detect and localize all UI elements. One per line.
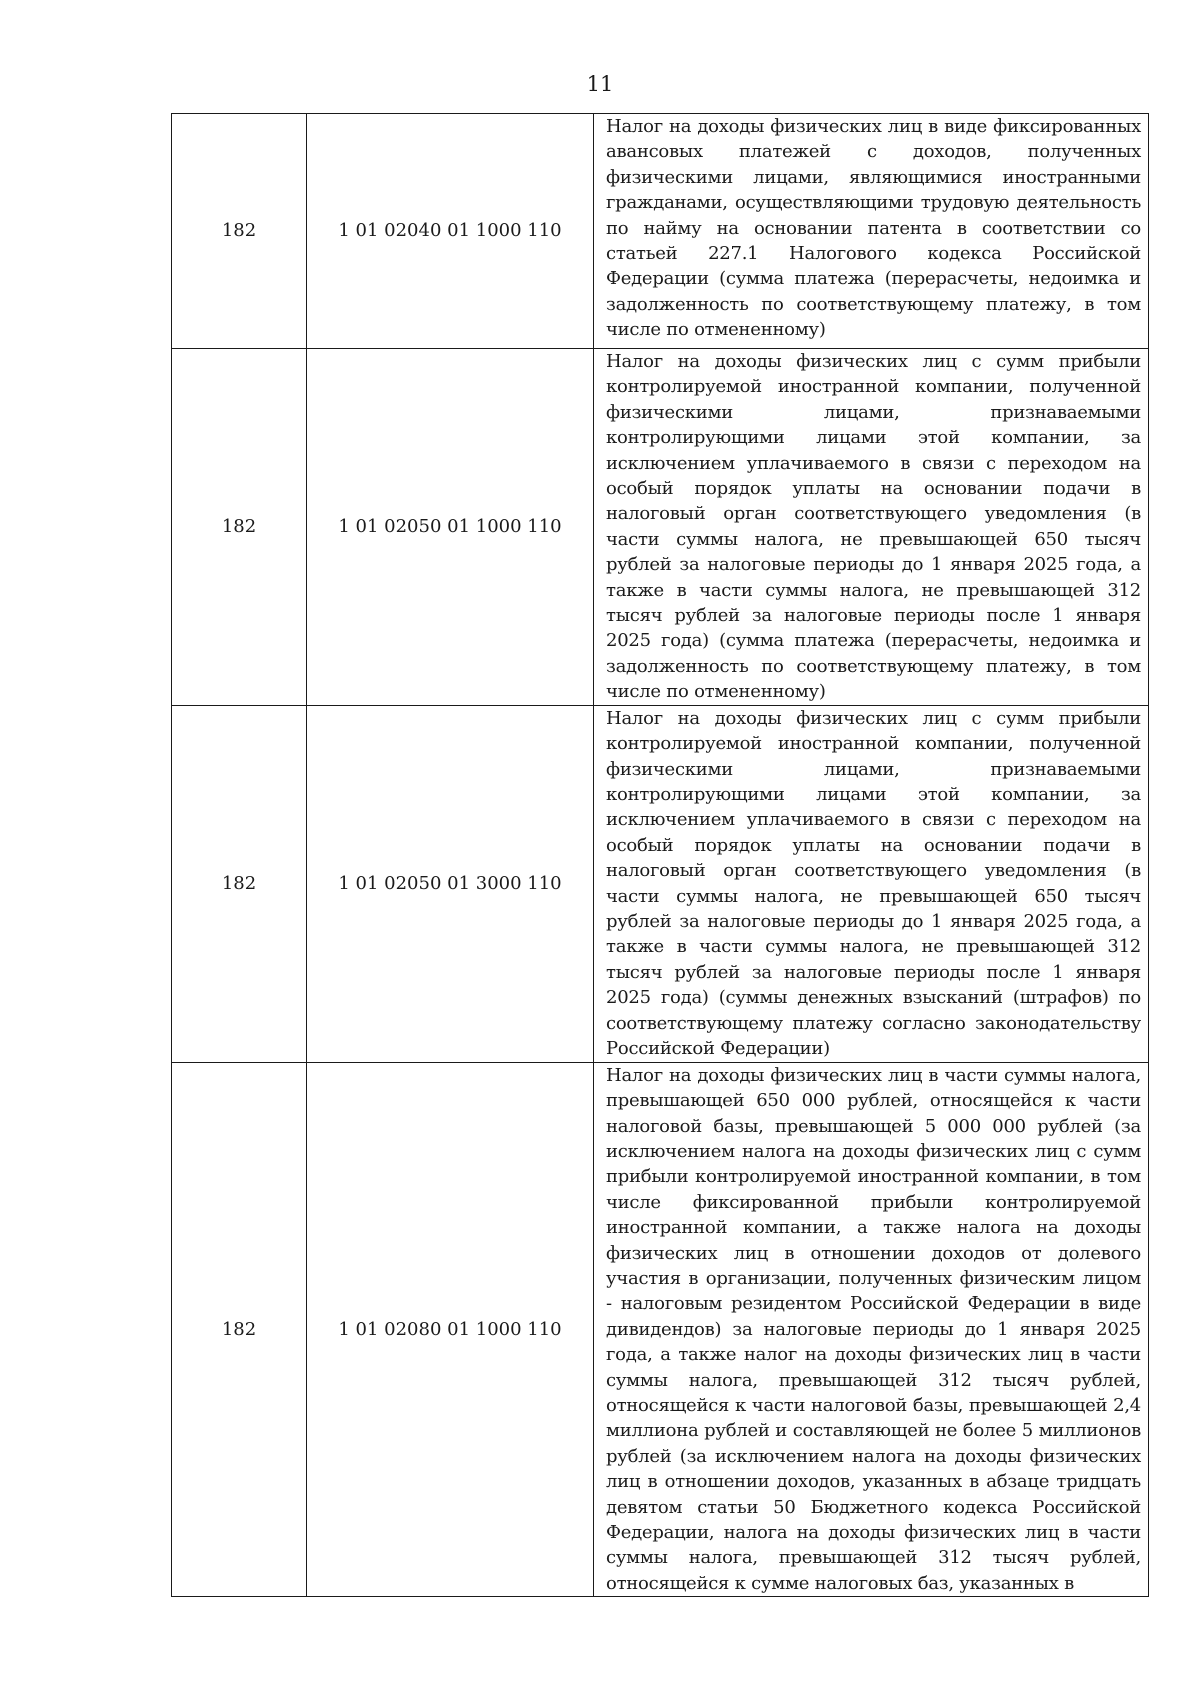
budget-code-cell: 1 01 02040 01 1000 110 [307, 114, 594, 349]
budget-code-cell: 1 01 02080 01 1000 110 [307, 1062, 594, 1597]
revenue-name-cell: Налог на доходы физических лиц в части суммы налога, превышающей 650 000 рублей, относящейся к части налоговой базы, превышающей 5 000 000 рублей (за исключением налога на доходы физических лиц с сумм прибыли контролируемой иностранной компании, в том числе фиксированной прибыли контролируемой иностранной компании, а также налога на доходы физических лиц в отношении доходов от долевого участия в организации, полученных физическим лицом - налоговым резидентом Российской Федерации в виде дивидендов) за налоговые периоды до 1 января 2025 года, а также налог на доходы физических лиц в части суммы налога, превышающей 312 тысяч рублей, относящейся к части налоговой базы, превышающей 2,4 миллиона рублей и составляющей не более 5 миллионов рублей (за исключением налога на доходы физических лиц в отношении доходов, указанных в абзаце тридцать девятом статьи 50 Бюджетного кодекса Российской Федерации, налога на доходы физических лиц в части суммы налога, превышающей 312 тысяч рублей, относящейся к сумме налоговых баз, указанных в [594, 1062, 1149, 1597]
revenue-name-cell: Налог на доходы физических лиц с сумм прибыли контролируемой иностранной компании, полученной физическими лицами, признаваемыми контролирующими лицами этой компании, за исключением уплачиваемого в связи с переходом на особый порядок уплаты на основании подачи в налоговый орган соответствующего уведомления (в части суммы налога, не превышающей 650 тысяч рублей за налоговые периоды до 1 января 2025 года, а также в части суммы налога, не превышающей 312 тысяч рублей за налоговые периоды после 1 января 2025 года) (сумма платежа (перерасчеты, недоимка и задолженность по соответствующему платежу, в том числе по отмененному) [594, 349, 1149, 706]
table-row [172, 349, 1149, 706]
table-row [172, 1062, 1149, 1597]
revenue-name-cell: Налог на доходы физических лиц с сумм прибыли контролируемой иностранной компании, полученной физическими лицами, признаваемыми контролирующими лицами этой компании, за исключением уплачиваемого в связи с переходом на особый порядок уплаты на основании подачи в налоговый орган соответствующего уведомления (в части суммы налога, не превышающей 650 тысяч рублей за налоговые периоды до 1 января 2025 года, а также в части суммы налога, не превышающей 312 тысяч рублей за налоговые периоды после 1 января 2025 года) (суммы денежных взысканий (штрафов) по соответствующему платежу согласно законодательству Российской Федерации) [594, 705, 1149, 1062]
admin-code-cell: 182 [172, 705, 307, 1062]
admin-code-cell: 182 [172, 349, 307, 706]
table-row [172, 705, 1149, 1062]
admin-code-cell: 182 [172, 114, 307, 349]
budget-code-cell: 1 01 02050 01 3000 110 [307, 705, 594, 1062]
revenue-name-cell: Налог на доходы физических лиц в виде фиксированных авансовых платежей с доходов, полученных физическими лицами, являющимися иностранными гражданами, осуществляющими трудовую деятельность по найму на основании патента в соответствии со статьей 227.1 Налогового кодекса Российской Федерации (сумма платежа (перерасчеты, недоимка и задолженность по соответствующему платежу, в том числе по отмененному) [594, 114, 1149, 349]
page-number: 11 [586, 72, 614, 96]
table-row [172, 114, 1149, 349]
revenue-codes-table [171, 113, 1149, 1597]
admin-code-cell: 182 [172, 1062, 307, 1597]
budget-code-cell: 1 01 02050 01 1000 110 [307, 349, 594, 706]
